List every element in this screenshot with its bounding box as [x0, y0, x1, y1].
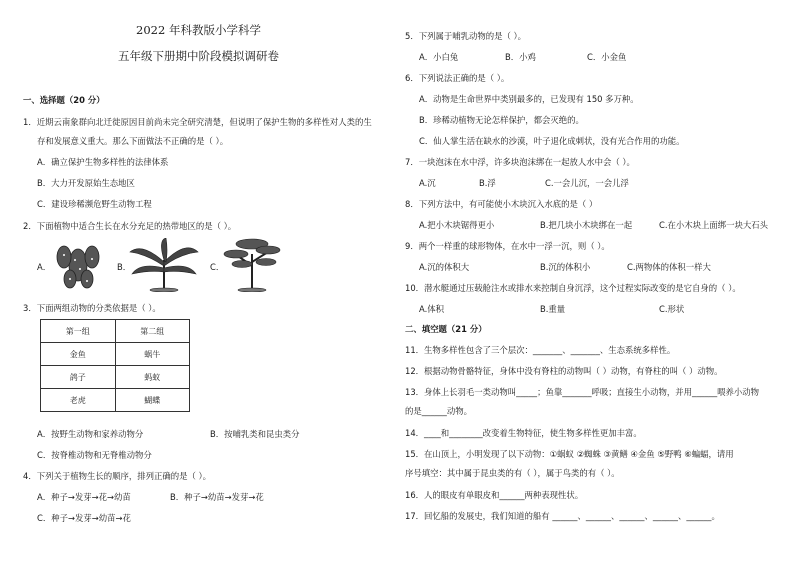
question-1-line2: 存和发展意义重大。那么下面做法不正确的是（ ）。	[37, 136, 229, 146]
question-7-option-b: B.浮	[479, 178, 496, 188]
question-9-option-a: A.沉的体积大	[419, 262, 470, 272]
question-14: 14．____和________改变着生物特征，使生物多样性更加丰富。	[405, 428, 642, 438]
question-2-option-b: B．	[117, 262, 132, 272]
question-10-option-a: A.体积	[419, 304, 444, 314]
table-cell: 蜗牛	[115, 343, 190, 366]
question-6: 6．下列说法正确的是（ ）。	[405, 73, 510, 83]
question-9-option-b: B.沉的体积小	[540, 262, 591, 272]
pine-tree-illustration	[222, 236, 282, 292]
question-12: 12．根据动物骨骼特征，身体中没有脊柱的动物叫（ ）动物，有脊柱的叫（ ）动物。	[405, 366, 723, 376]
section-one-heading: 一、选择题（20 分）	[23, 95, 105, 105]
question-4-option-b: B．种子→幼苗→发芽→花	[170, 492, 264, 502]
question-1-option-b: B．大力开发原始生态地区	[37, 178, 135, 188]
question-5-option-a: A．小白兔	[419, 52, 459, 62]
table-header-group1: 第一组	[41, 320, 116, 343]
question-13-line2: 的是______动物。	[405, 406, 472, 416]
question-3-option-b: B．按哺乳类和昆虫类分	[210, 429, 300, 439]
question-5-option-b: B．小鸡	[505, 52, 536, 62]
question-3-option-a: A．按野生动物和家养动物分	[37, 429, 144, 439]
table-cell: 蝴蝶	[115, 389, 190, 412]
table-cell: 金鱼	[41, 343, 116, 366]
question-6-option-b: B．珍稀动植物无论怎样保护，都会灭绝的。	[419, 115, 584, 125]
table-cell: 蚂蚁	[115, 366, 190, 389]
question-1-option-a: A．确立保护生物多样性的法律体系	[37, 157, 169, 167]
question-3: 3．下面两组动物的分类依据是（ ）。	[23, 303, 161, 313]
question-15-line1: 15．在山顶上，小明发现了以下动物：①蜗蚁 ②蜘蛛 ③黄鳝 ④金鱼 ⑤野鸭 ⑥蝙蝠，请用	[405, 449, 734, 459]
question-8-option-a: A.把小木块锯得更小	[419, 220, 495, 230]
question-8-option-c: C.在小木块上面绑一块大石头	[659, 220, 769, 230]
question-17: 17．回忆船的发展史，我们知道的船有 ______、______、______、______、______。	[405, 511, 720, 521]
question-13-line1: 13．身体上长羽毛一类动物叫_____；鱼靠_______呼吸；直接生小动物，并用______喂养小动物	[405, 387, 760, 397]
question-10-option-b: B.重量	[540, 304, 566, 314]
question-8: 8．下列方法中，有可能使小木块沉入水底的是（ ）	[405, 199, 598, 209]
question-7-option-c: C.一会儿沉，一会儿浮	[545, 178, 629, 188]
question-2-option-a: A．	[37, 262, 52, 272]
question-8-option-b: B.把几块小木块绑在一起	[540, 220, 633, 230]
question-7: 7．一块泡沫在水中浮，许多块泡沫绑在一起放人水中会（ ）。	[405, 157, 635, 167]
table-cell: 老虎	[41, 389, 116, 412]
question-6-option-c: C．仙人掌生活在缺水的沙漠，叶子退化成刺状，没有光合作用的功能。	[419, 136, 685, 146]
question-2: 2．下面植物中适合生长在水分充足的热带地区的是（ ）。	[23, 221, 237, 231]
animal-group-table	[40, 319, 190, 412]
question-4: 4．下列关于植物生长的顺序，排列正确的是（ ）。	[23, 471, 212, 481]
question-9: 9．两个一样重的球形物体，在水中一浮一沉，则（ ）。	[405, 241, 610, 251]
cactus-illustration	[50, 235, 106, 293]
question-15-line2: 序号填空：其中属于昆虫类的有（ ），属于鸟类的有（ ）。	[405, 468, 620, 478]
question-10-option-c: C.形状	[659, 304, 685, 314]
question-10: 10．潜水艇通过压载舱注水或排水来控制自身沉浮，这个过程实际改变的是它自身的（ ）。	[405, 283, 741, 293]
question-1-option-c: C．建设珍稀濒危野生动物工程	[37, 199, 152, 209]
question-1-line1: 1．近期云南象群向北迁徙原因目前尚未完全研究清楚，但说明了保护生物的多样性对人类的生	[23, 117, 372, 127]
exam-title-line1: 2022 年科教版小学科学	[136, 23, 261, 37]
table-cell: 鸽子	[41, 366, 116, 389]
table-header-group2: 第二组	[115, 320, 190, 343]
banana-plant-illustration	[128, 238, 200, 292]
question-9-option-c: C.两物体的体积一样大	[627, 262, 711, 272]
question-5: 5．下列属于哺乳动物的是（ ）。	[405, 31, 527, 41]
question-11: 11．生物多样性包含了三个层次：_______、_______、生态系统多样性。	[405, 345, 676, 355]
question-5-option-c: C．小金鱼	[587, 52, 627, 62]
question-16: 16．人的眼皮有单眼皮和______两种表现性状。	[405, 490, 584, 500]
section-two-heading: 二、填空题（21 分）	[405, 324, 487, 334]
exam-title-line2: 五年级下册期中阶段模拟调研卷	[118, 49, 279, 63]
question-3-option-c: C．按脊椎动物和无脊椎动物分	[37, 450, 152, 460]
question-4-option-a: A．种子→发芽→花→幼苗	[37, 492, 131, 502]
question-6-option-a: A．动物是生命世界中类别最多的，已发现有 150 多万种。	[419, 94, 639, 104]
question-4-option-c: C．种子→发芽→幼苗→花	[37, 513, 131, 523]
question-2-option-c: C．	[210, 262, 225, 272]
question-7-option-a: A.沉	[419, 178, 436, 188]
